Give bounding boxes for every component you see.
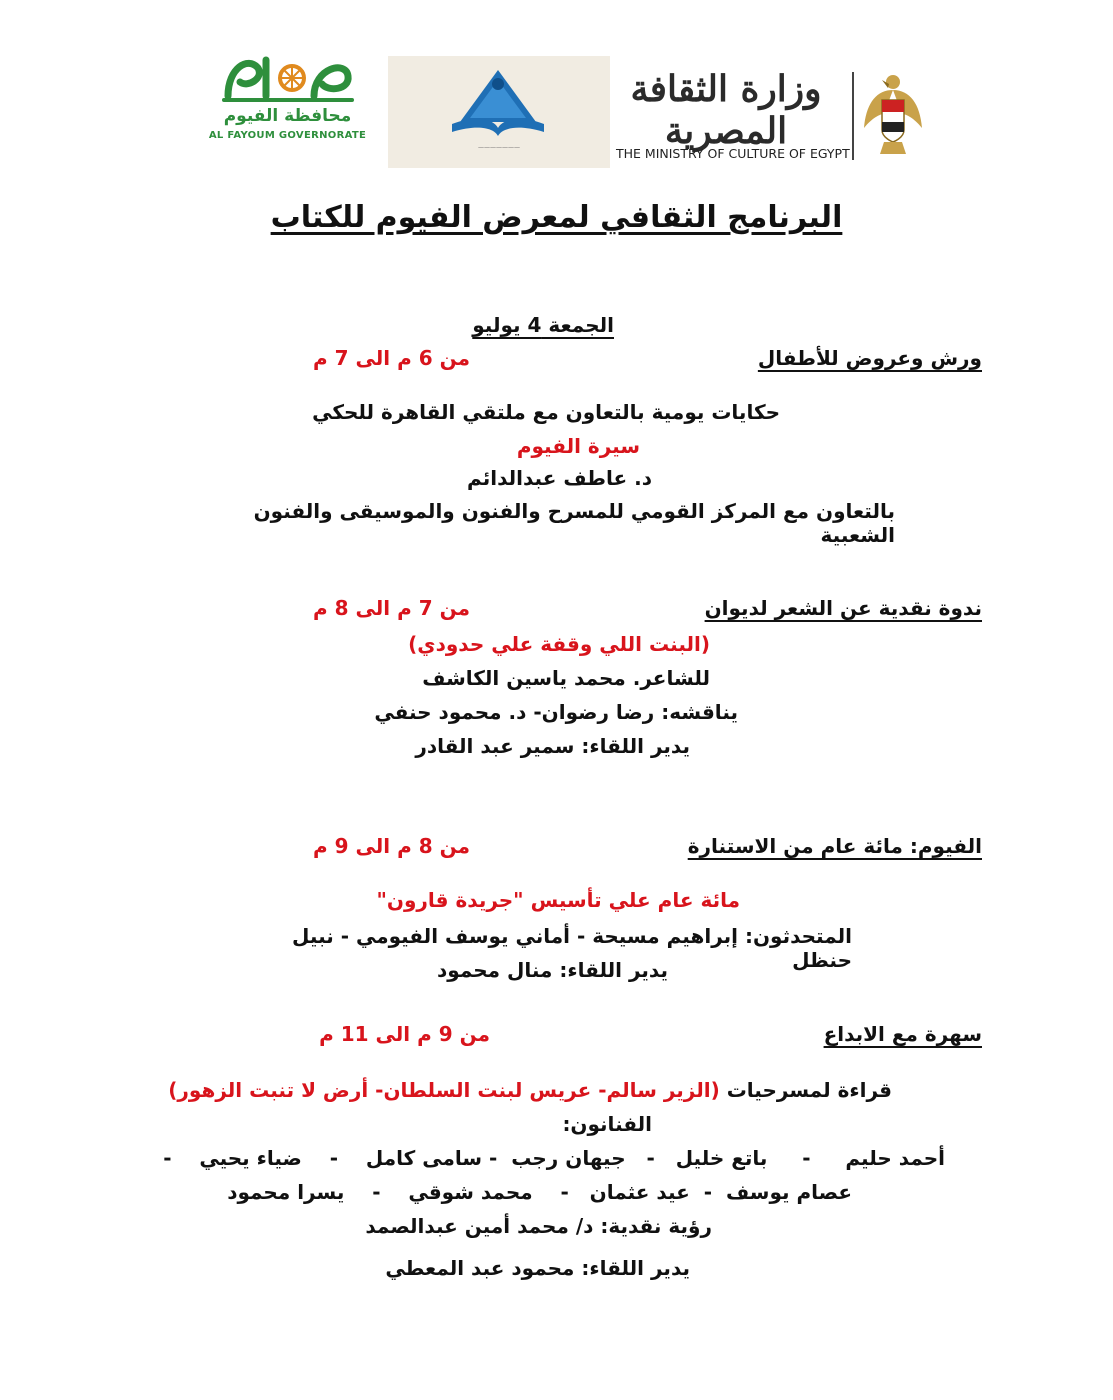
day-heading: الجمعة 4 يوليو: [472, 313, 614, 337]
book-organization-logo: [388, 56, 610, 168]
session-4-critic: رؤية نقدية: د/ محمد أمين عبدالصمد: [365, 1214, 712, 1238]
session-4-reading-plays: (الزير سالم- عريس لبنت السلطان- أرض لا تنبت الزهور): [168, 1078, 720, 1102]
session-4-reading-label: قراءة لمسرحيات: [726, 1078, 892, 1102]
fayoum-calligraphy-icon: [218, 48, 358, 106]
book-pyramid-icon: [448, 66, 548, 142]
session-4-name: سهرة مع الابداع: [823, 1022, 982, 1046]
ministry-logo-english: THE MINISTRY OF CULTURE OF EGYPT: [616, 146, 850, 161]
session-1-name: ورش وعروض للأطفال: [757, 346, 982, 370]
fayoum-logo-arabic: محافظة الفيوم: [223, 106, 352, 126]
session-1-highlight: سيرة الفيوم: [516, 434, 640, 458]
fayoum-logo-english: AL FAYOUM GOVERNORATE: [208, 130, 367, 141]
session-2-line1: للشاعر. محمد ياسين الكاشف: [422, 666, 710, 690]
session-2-highlight: (البنت اللي وقفة علي حدودي): [408, 632, 710, 656]
session-3-line1: المتحدثون: إبراهيم مسيحة - أماني يوسف الفيومي - نبيل حنظل: [292, 924, 852, 972]
page-title: البرنامج الثقافي لمعرض الفيوم للكتاب: [270, 200, 843, 235]
session-2-name: ندوة نقدية عن الشعر لديوان: [704, 596, 982, 620]
session-2-time: من 7 م الى 8 م: [313, 596, 470, 620]
session-3-name: الفيوم: مائة عام من الاستنارة: [687, 834, 982, 858]
session-3-line2: يدير اللقاء: منال محمود: [437, 958, 668, 982]
session-1-line1: حكايات يومية بالتعاون مع ملتقي القاهرة للحكي: [312, 400, 780, 424]
session-1-line3: بالتعاون مع المركز القومي للمسرح والفنون والموسيقى والفنون الشعبية: [253, 499, 895, 547]
session-1-time: من 6 م الى 7 م: [313, 346, 470, 370]
org-logo-caption-line: ———————: [478, 144, 520, 151]
session-4-time: من 9 م الى 11 م: [319, 1022, 490, 1046]
session-3-time: من 8 م الى 9 م: [313, 834, 470, 858]
session-2-line2: يناقشه: رضا رضوان- د. محمود حنفي: [374, 700, 738, 724]
egypt-eagle-icon: [862, 70, 924, 162]
session-4-artists-label: الفنانون:: [562, 1112, 652, 1136]
session-4-reading: [160, 1078, 892, 1102]
fayoum-governorate-logo: [200, 48, 375, 148]
ministry-logo-arabic: وزارة الثقافة المصرية: [630, 68, 822, 152]
session-4-artists-row1: أحمد حليم - باتع خليل - جيهان رجب - سامى كامل - ضياء يحيي -: [163, 1146, 945, 1170]
session-1-line2: د. عاطف عبدالدائم: [467, 466, 652, 490]
session-4-moderator: يدير اللقاء: محمود عبد المعطي: [385, 1256, 690, 1280]
session-2-line3: يدير اللقاء: سمير عبد القادر: [415, 734, 690, 758]
ministry-of-culture-logo: [612, 62, 922, 167]
logo-divider: [852, 72, 854, 160]
session-4-artists-row2: عصام يوسف - عيد عثمان - محمد شوقي - يسرا محمود: [227, 1180, 852, 1204]
session-3-highlight: مائة عام علي تأسيس "جريدة قارون": [376, 888, 740, 912]
